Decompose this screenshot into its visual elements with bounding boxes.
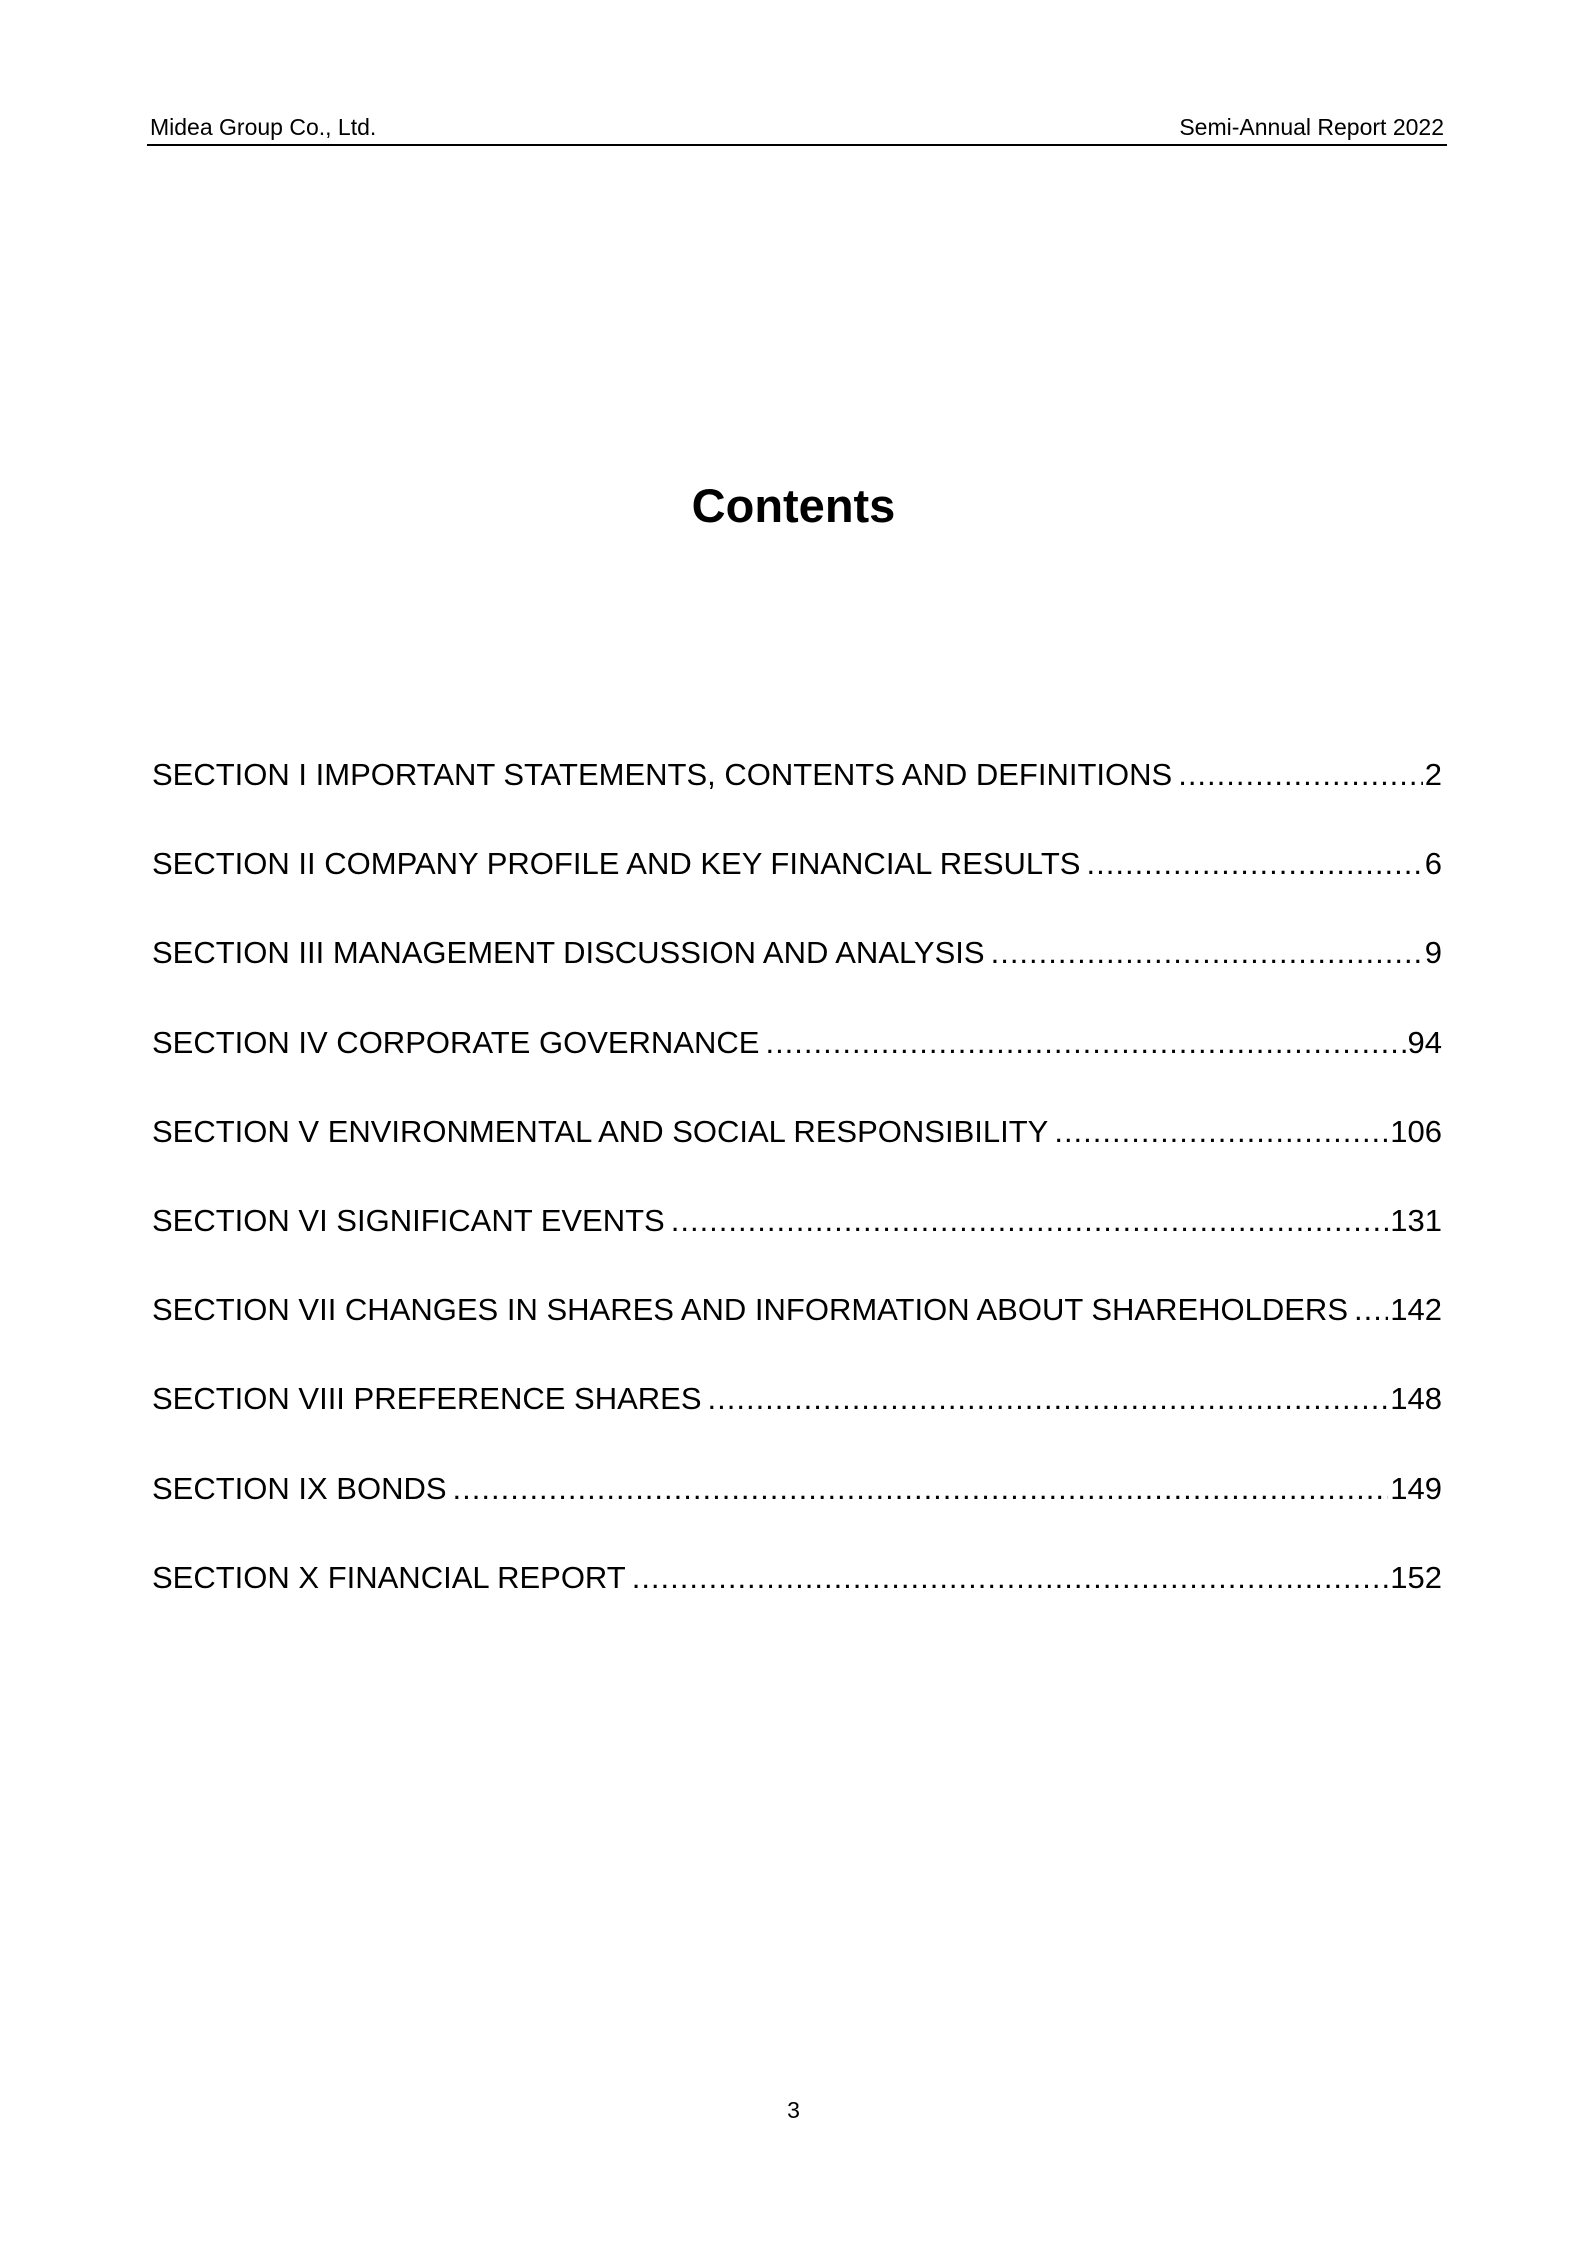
toc-entry-label: SECTION VII CHANGES IN SHARES AND INFORMATION ABOUT SHAREHOLDERS	[152, 1292, 1348, 1328]
toc-entry-section-5[interactable]	[152, 1112, 1442, 1201]
toc-leader-dots	[1354, 1290, 1388, 1330]
toc-entry-section-3[interactable]	[152, 933, 1442, 1022]
toc-leader-dots	[765, 1023, 1405, 1063]
toc-entry-label: SECTION V ENVIRONMENTAL AND SOCIAL RESPONSIBILITY	[152, 1113, 1049, 1149]
toc-entry-section-1[interactable]	[152, 755, 1442, 844]
page-number: 3	[787, 2097, 800, 2123]
toc-entry-page-number: 131	[1390, 1202, 1442, 1238]
toc-entry-label: SECTION II COMPANY PROFILE AND KEY FINANCIAL RESULTS	[152, 846, 1081, 882]
toc-leader-dots	[1087, 844, 1423, 884]
header-report-title: Semi-Annual Report 2022	[1179, 114, 1444, 140]
toc-entry-section-6[interactable]	[152, 1201, 1442, 1290]
toc-entry-page-number: 94	[1407, 1024, 1442, 1060]
toc-entry-section-4[interactable]	[152, 1023, 1442, 1112]
toc-entry-section-2[interactable]	[152, 844, 1442, 933]
toc-entry-label: SECTION VIII PREFERENCE SHARES	[152, 1381, 702, 1417]
page-title: Contents	[691, 479, 896, 532]
toc-entry-section-7[interactable]	[152, 1290, 1442, 1379]
toc-leader-dots	[1178, 755, 1423, 795]
page-header	[147, 110, 1447, 146]
table-of-contents	[152, 755, 1442, 1647]
toc-entry-page-number: 9	[1424, 935, 1442, 971]
toc-leader-dots	[708, 1379, 1389, 1419]
toc-leader-dots	[991, 933, 1423, 973]
toc-entry-section-9[interactable]	[152, 1469, 1442, 1558]
toc-entry-page-number: 142	[1390, 1292, 1442, 1328]
toc-leader-dots	[671, 1201, 1389, 1241]
toc-entry-page-number: 149	[1390, 1470, 1442, 1506]
header-company-name: Midea Group Co., Ltd.	[150, 114, 377, 140]
toc-entry-page-number: 106	[1390, 1113, 1442, 1149]
toc-entry-page-number: 6	[1424, 846, 1442, 882]
toc-entry-page-number: 152	[1390, 1559, 1442, 1595]
toc-entry-label: SECTION VI SIGNIFICANT EVENTS	[152, 1202, 665, 1238]
toc-entry-section-8[interactable]	[152, 1379, 1442, 1468]
toc-entry-page-number: 2	[1424, 757, 1442, 792]
toc-entry-label: SECTION X FINANCIAL REPORT	[152, 1559, 626, 1595]
toc-leader-dots	[1054, 1112, 1388, 1152]
toc-entry-label: SECTION IV CORPORATE GOVERNANCE	[152, 1024, 760, 1060]
toc-leader-dots	[453, 1469, 1389, 1509]
toc-entry-section-10[interactable]	[152, 1558, 1442, 1647]
toc-entry-label: SECTION IX BONDS	[152, 1470, 447, 1506]
toc-leader-dots	[632, 1558, 1389, 1598]
toc-entry-label: SECTION I IMPORTANT STATEMENTS, CONTENTS AND DEFINITIONS	[152, 757, 1173, 792]
toc-entry-page-number: 148	[1390, 1381, 1442, 1417]
toc-entry-label: SECTION III MANAGEMENT DISCUSSION AND ANALYSIS	[152, 935, 985, 971]
